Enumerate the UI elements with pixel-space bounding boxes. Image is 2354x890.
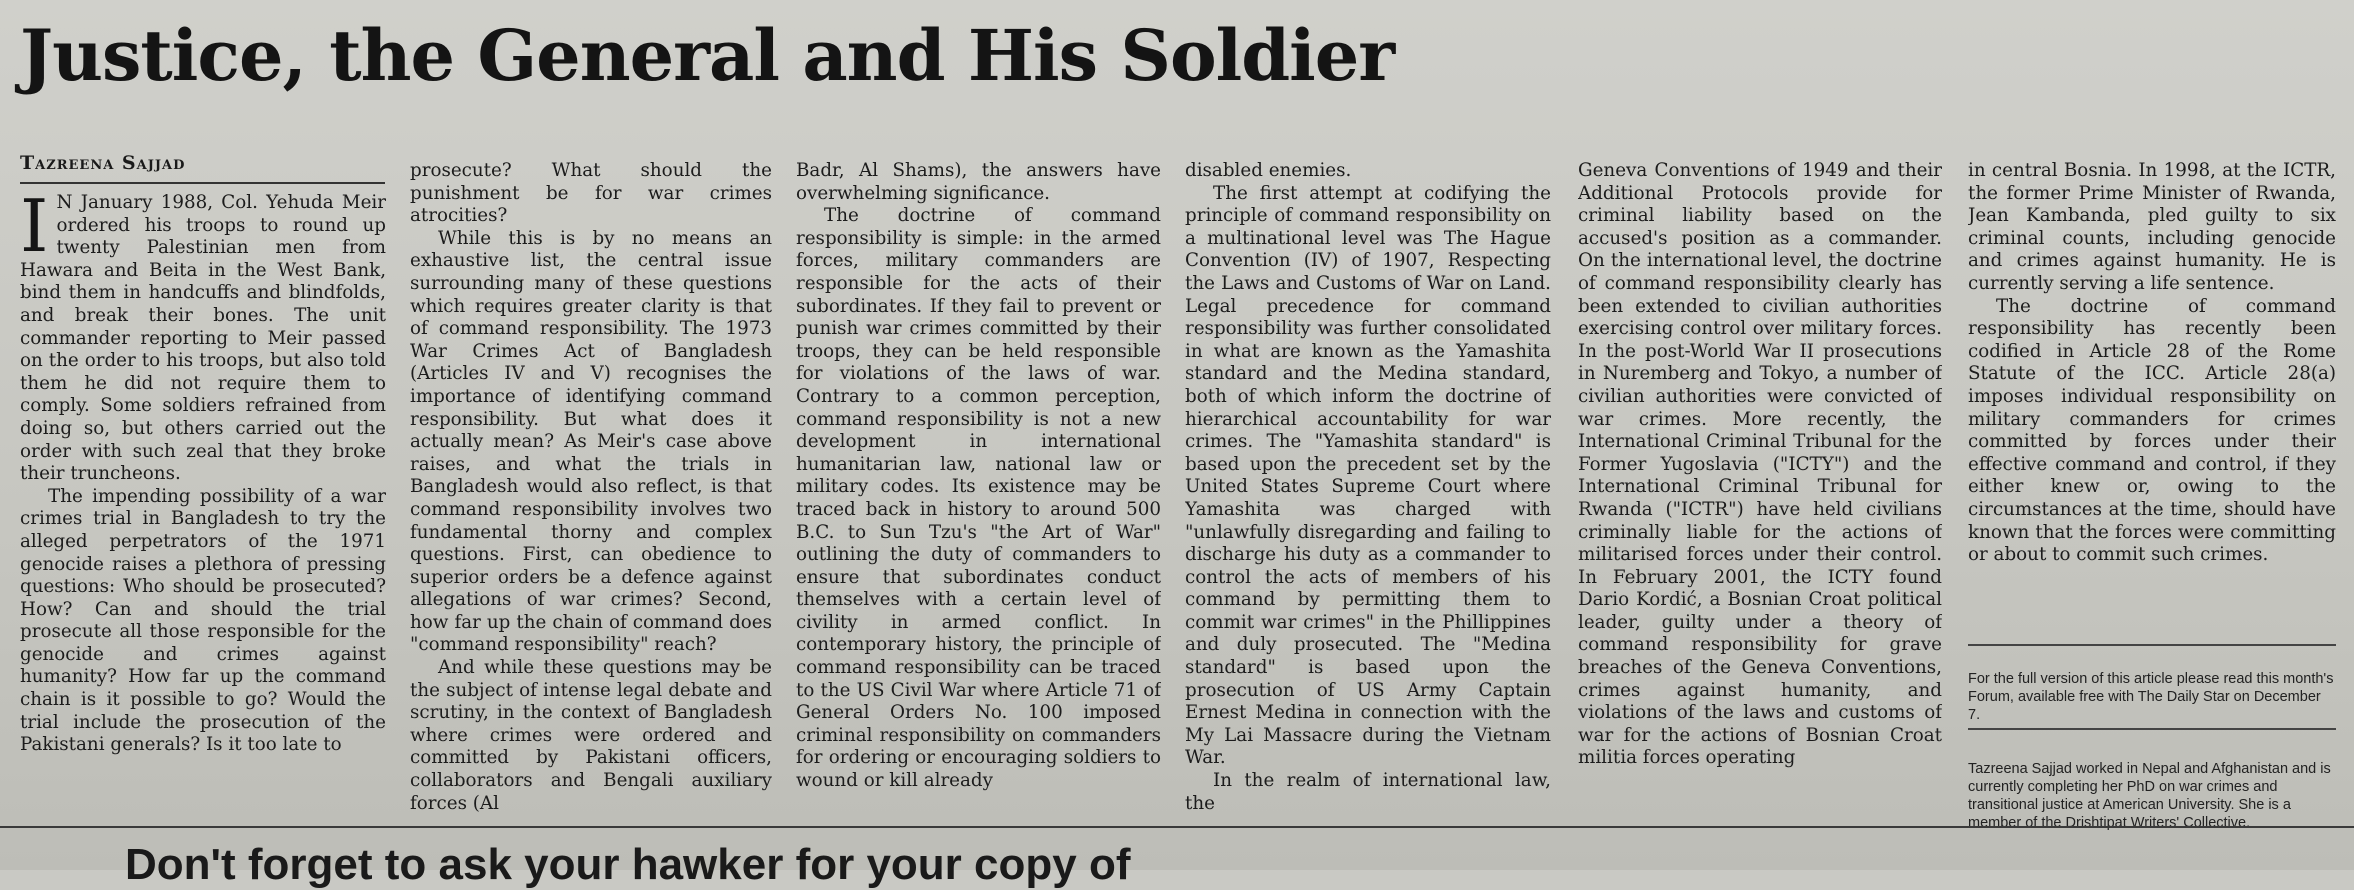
drop-cap: I xyxy=(20,192,49,268)
full-version-note: For the full version of this article please read this month's Forum, available free with The Daily Star on December 7. xyxy=(1968,671,2334,723)
paragraph: Geneva Conventions of 1949 and their Additional Protocols provide for criminal liability based on the accused's position as a commander. On the international level, the doctrine of command responsibility clearly has been extended to civilian authorities exercising control over military forces. In the post-World War II prosecutions in Nuremberg and Tokyo, a number of civilian authorities were convicted of war crimes. More recently, the International Criminal Tribunal for the Former Yugoslavia ("ICTY") and the International Criminal Tribunal for Rwanda ("ICTR") have held civilians criminally liable for the actions of militarised forces under their control. In February 2001, the ICTY found Dario Kordić, a Bosnian Croat political leader, guilty under a theory of command responsibility for grave breaches of the Geneva Conventions, crimes against humanity, and violations of the laws and customs of war for the actions of Bosnian Croat militia forces operating xyxy=(1578,160,1942,769)
article-column-3 xyxy=(796,160,1161,828)
paragraph: And while these questions may be the subject of intense legal debate and scrutiny, in the context of Bangladesh where crimes were ordered and committed by Pakistani officers, collaborators and Bengali auxiliary forces (Al xyxy=(410,657,772,814)
paragraph: The doctrine of command responsibility has recently been codified in Article 28 of the Rome Statute of the ICC. Article 28(a) imposes individual responsibility on military commanders for crimes committed by forces under their effective command and control, if they either knew or, owing to the circumstances at the time, should have known that the forces were committing or about to commit such crimes. xyxy=(1968,295,2336,566)
bio-divider xyxy=(1968,728,2336,730)
article-column-5 xyxy=(1578,160,1942,828)
author-bio: Tazreena Sajjad worked in Nepal and Afghanistan and is currently completing her PhD on war crimes and transitional justice at American University. She is a member of the Drishtipat Writers' Collective. xyxy=(1968,761,2331,831)
paragraph: While this is by no means an exhaustive list, the central issue surrounding many of these questions which requires greater clarity is that of command responsibility. The 1973 War Crimes Act of Bangladesh (Articles IV and V) recognises the importance of identifying command responsibility. But what does it actually mean? As Meir's case above raises, and what the trials in Bangladesh would also reflect, is that command responsibility involves two fundamental thorny and complex questions. First, can obedience to superior orders be a defence against allegations of war crimes? Second, how far up the chain of command does "command responsibility" reach? xyxy=(410,227,772,656)
paragraph-text: N January 1988, Col. Yehuda Meir ordered his troops to round up twenty Palestinian men from Hawara and Beita in the West Bank, bind them in handcuffs and blindfolds, and break their bones. The unit commander reporting to Meir passed on the order to his troops, but also told them he did not require them to comply. Some soldiers refrained from doing so, but others carried out the order with such zeal that they broke their truncheons. xyxy=(20,192,386,485)
paragraph: prosecute? What should the punishment be for war crimes atrocities? xyxy=(410,160,772,227)
paragraph: The doctrine of command responsibility is simple: in the armed forces, military commanders are responsible for the acts of their subordinates. If they fail to prevent or punish war crimes committed by their troops, they can be held responsible for violations of the laws of war. Contrary to a common perception, command responsibility is not a new development in international humanitarian law, national law or military codes. Its existence may be traced back in history to around 500 B.C. to Sun Tzu's "the Art of War" outlining the duty of commanders to ensure that subordinates conduct themselves with a certain level of civility in armed conflict. In contemporary history, the principle of command responsibility can be traced to the US Civil War where Article 71 of General Orders No. 100 imposed criminal responsibility on commanders for ordering or encouraging soldiers to wound or kill already xyxy=(796,205,1161,792)
note-divider xyxy=(1968,644,2336,646)
paragraph: The first attempt at codifying the principle of command responsibility on a multinational level was The Hague Convention (IV) of 1907, Respecting the Laws and Customs of War on Land. Legal precedence for command responsibility was further consolidated in what are known as the Yamashita standard and the Medina standard, both of which inform the doctrine of hierarchical accountability for war crimes. The "Yamashita standard" is based upon the precedent set by the United States Supreme Court where Yamashita was charged with "unlawfully disregarding and failing to discharge his duty as a commander to control the acts of members of his command by permitting them to commit war crimes" in the Phillippines and duly prosecuted. The "Medina standard" is based upon the prosecution of US Army Captain Ernest Medina in connection with the My Lai Massacre during the Vietnam War. xyxy=(1185,182,1551,769)
article-column-2 xyxy=(410,160,772,828)
paragraph: The impending possibility of a war crimes trial in Bangladesh to try the alleged perpetrators of the 1971 genocide raises a plethora of pressing questions: Who should be prosecuted? How? Can and should the trial prosecute all those responsible for the genocide and crimes against humanity? How far up the command chain is it possible to go? Would the trial include the prosecution of the Pakistani generals? Is it too late to xyxy=(20,485,386,756)
byline-divider xyxy=(20,182,385,184)
article-column-6 xyxy=(1968,160,2336,620)
footer-banner: Don't forget to ask your hawker for your copy of xyxy=(125,840,1131,889)
paragraph: In the realm of international law, the xyxy=(1185,770,1551,814)
paragraph: in central Bosnia. In 1998, at the ICTR, the former Prime Minister of Rwanda, Jean Kambanda, pled guilty to six criminal counts, including genocide and crimes against humanity. He is currently serving a life sentence. xyxy=(1968,160,2336,294)
paragraph: disabled enemies. xyxy=(1185,160,1352,181)
article-byline: Tazreena Sajjad xyxy=(20,152,186,174)
article-column-1 xyxy=(20,192,386,828)
page-bottom-rule xyxy=(0,826,2354,828)
article-headline: Justice, the General and His Soldier xyxy=(20,14,1395,97)
paragraph: Badr, Al Shams), the answers have overwhelming significance. xyxy=(796,160,1161,204)
paragraph xyxy=(20,192,386,486)
article-column-4 xyxy=(1185,160,1551,828)
